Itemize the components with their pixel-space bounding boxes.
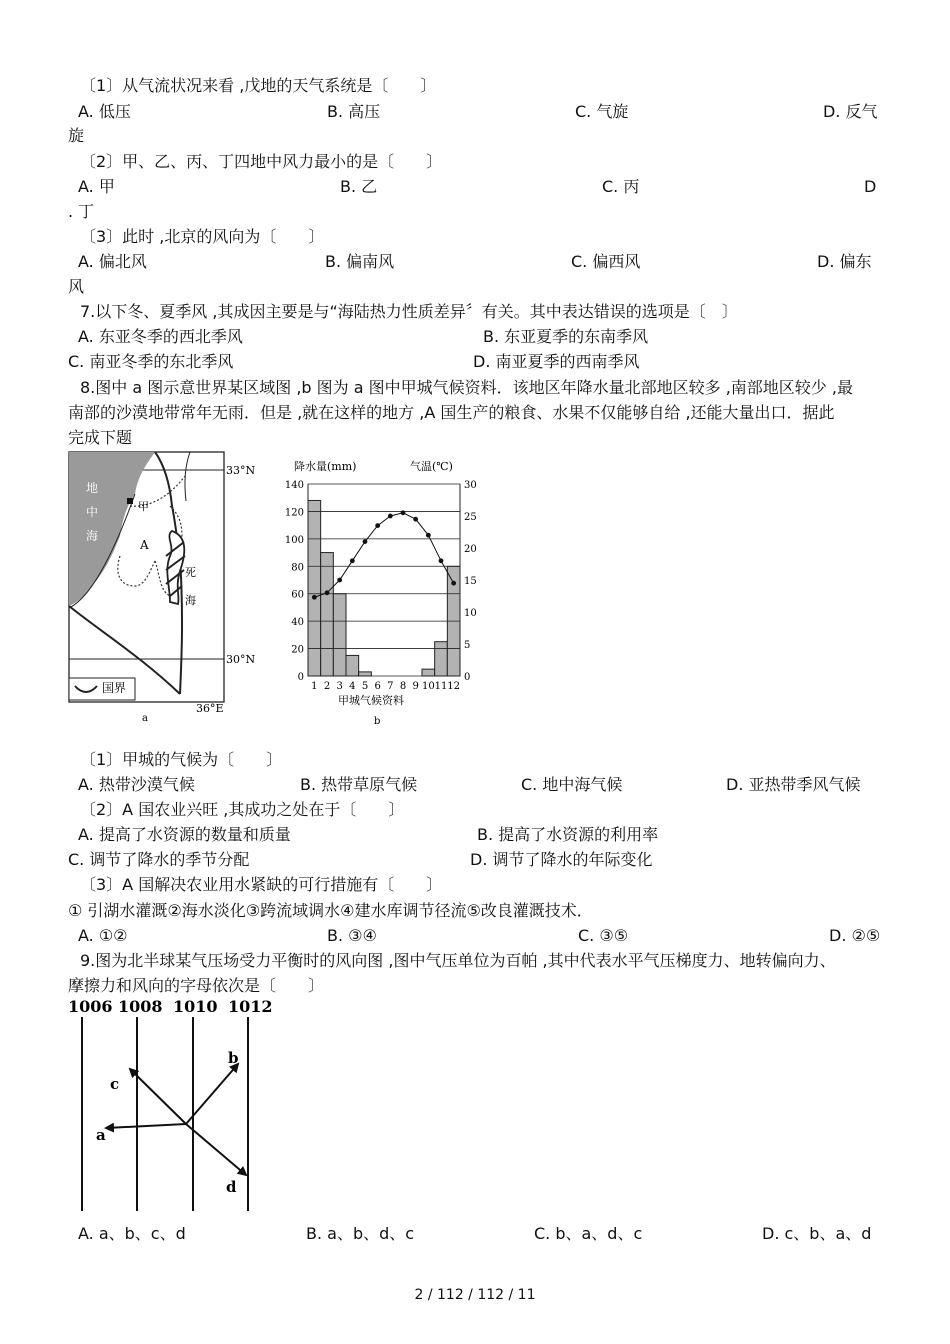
q6-sub1: 〔1〕从气流状况来看 ,戊地的天气系统是〔 〕: [80, 76, 437, 95]
chart-title: 甲城气候资料: [338, 694, 404, 707]
right-tick-10: 10: [464, 608, 477, 619]
temperature-point-12: [451, 581, 456, 586]
q9-opt-a: A. a、b、c、d: [78, 1224, 186, 1243]
temperature-point-6: [375, 523, 380, 528]
q9-stem-line1: 9.图为北半球某气压场受力平衡时的风向图 ,图中气压单位为百帕 ,其中代表水平气压梯度力、地转偏向力、: [80, 951, 836, 970]
right-tick-25: 25: [464, 512, 477, 523]
temperature-point-7: [388, 514, 393, 519]
temperature-point-2: [325, 590, 330, 595]
q8-sub2-opt-d: D. 调节了降水的年际变化: [470, 850, 653, 869]
q7-opt-a: A. 东亚冬季的西北季风: [78, 327, 243, 346]
arrow-label-b: b: [228, 1049, 239, 1067]
temperature-point-8: [401, 510, 406, 515]
month-label-7: 7: [387, 681, 394, 692]
month-label-6: 6: [374, 681, 381, 692]
month-label-10: 10: [421, 681, 435, 692]
q9-opt-d: D. c、b、a、d: [762, 1224, 872, 1243]
q9-opt-b: B. a、b、d、c: [306, 1224, 415, 1243]
chart-left-axis-label: 降水量(mm): [294, 460, 357, 473]
left-tick-60: 60: [291, 589, 304, 601]
right-tick-30: 30: [464, 480, 477, 491]
arrow-label-c: c: [110, 1075, 120, 1093]
right-tick-5: 5: [464, 640, 471, 651]
q8-sub3-measures: ① 引湖水灌溉②海水淡化③跨流域调水④建水库调节径流⑤改良灌溉技术．: [68, 901, 593, 920]
q8-sub3-opt-a: A. ①②: [78, 926, 128, 945]
precip-bar-11: [435, 642, 448, 676]
q6-sub1-opt-d: D. 反气: [823, 102, 878, 121]
q6-sub2-opt-c: C. 丙: [602, 177, 640, 196]
city-jia-marker: [127, 498, 133, 504]
isobar-label-1008: 1008: [118, 997, 163, 1016]
q8-sub2-opt-a: A. 提高了水资源的数量和质量: [78, 825, 291, 844]
sea-char-1: 地: [86, 481, 99, 495]
q9-stem-line2: 摩擦力和风向的字母依次是〔 〕: [68, 976, 325, 995]
month-label-11: 11: [434, 681, 448, 692]
precip-bar-5: [359, 672, 372, 676]
country-a-label: A: [140, 538, 149, 552]
precip-bar-1: [308, 500, 321, 676]
q7-opt-c: C. 南亚冬季的东北季风: [68, 352, 234, 371]
q8-sub2: 〔2〕A 国农业兴旺 ,其成功之处在于〔 〕: [80, 800, 405, 819]
wind-force-diagram: [60, 995, 280, 1215]
q6-sub2-opt-b: B. 乙: [340, 177, 378, 196]
q8-stem-line2: 南部的沙漠地带常年无雨．但是 ,就在这样的地方 ,A 国生产的粮食、水果不仅能够自给 ,还能大量出口．据此: [68, 403, 835, 422]
sea-char-3: 海: [86, 529, 99, 543]
q8-stem-line3: 完成下题: [68, 428, 133, 447]
q8-sub1: 〔1〕甲城的气候为〔 〕: [80, 750, 283, 769]
q6-sub2: 〔2〕甲、乙、丙、丁四地中风力最小的是〔 〕: [80, 152, 443, 171]
climate-chart: [280, 456, 480, 726]
q6-sub1-opt-b: B. 高压: [327, 102, 381, 121]
temperature-point-9: [413, 517, 418, 522]
right-tick-15: 15: [464, 576, 477, 587]
left-tick-40: 40: [291, 617, 304, 629]
right-tick-20: 20: [464, 544, 477, 555]
q6-sub1-opt-a: A. 低压: [78, 102, 131, 121]
precip-bar-3: [333, 594, 346, 676]
region-map: [60, 446, 275, 732]
city-jia-label: 甲: [138, 500, 149, 513]
q8-sub1-opt-a: A. 热带沙漠气候: [78, 775, 195, 794]
temperature-point-5: [363, 539, 368, 544]
q6-sub3-wrap: 风: [68, 277, 85, 296]
arrow-c: [130, 1069, 186, 1124]
month-label-12: 12: [447, 681, 461, 692]
month-label-9: 9: [412, 681, 419, 692]
q8-sub2-opt-b: B. 提高了水资源的利用率: [477, 825, 659, 844]
q8-sub1-opt-c: C. 地中海气候: [521, 775, 623, 794]
isobar-label-1010: 1010: [173, 997, 218, 1016]
left-tick-0: 0: [297, 672, 304, 683]
arrow-a: [106, 1124, 186, 1128]
month-label-8: 8: [399, 681, 407, 692]
q7-stem: 7.以下冬、夏季风 ,其成因主要是与“海陆热力性质差异〞有关。其中表达错误的选项是〔 〕: [80, 302, 738, 321]
chart-caption: b: [374, 716, 381, 726]
q6-sub2-opt-a: A. 甲: [78, 177, 115, 196]
precip-bar-2: [321, 553, 334, 676]
dead-sea-char-2: 海: [185, 594, 196, 607]
lon-36: 36°E: [196, 702, 224, 715]
left-tick-20: 20: [291, 644, 304, 656]
left-tick-80: 80: [291, 562, 304, 574]
q6-sub3: 〔3〕此时 ,北京的风向为〔 〕: [80, 227, 325, 246]
legend-label: 国界: [102, 681, 127, 695]
q6-sub3-opt-b: B. 偏南风: [325, 252, 395, 271]
q8-sub2-opt-c: C. 调节了降水的季节分配: [68, 850, 250, 869]
left-tick-120: 120: [284, 507, 304, 519]
arrow-label-a: a: [96, 1126, 106, 1144]
temperature-point-10: [426, 533, 431, 538]
dead-sea-char-1: 死: [185, 566, 196, 579]
map-caption: a: [142, 713, 148, 724]
isobar-label-1012: 1012: [228, 997, 273, 1016]
left-tick-100: 100: [284, 534, 304, 546]
precip-bar-10: [422, 669, 435, 676]
q6-sub2-opt-d: D: [864, 177, 877, 196]
lat-33: 33°N: [226, 464, 256, 477]
temperature-point-11: [439, 558, 444, 563]
lat-30: 30°N: [226, 653, 256, 666]
q9-opt-c: C. b、a、d、c: [534, 1224, 643, 1243]
q8-sub3-opt-b: B. ③④: [327, 926, 377, 945]
q8-sub1-opt-d: D. 亚热带季风气候: [726, 775, 861, 794]
q6-sub1-opt-c: C. 气旋: [575, 102, 629, 121]
temperature-point-3: [337, 578, 342, 583]
q8-sub3-opt-d: D. ②⑤: [829, 926, 881, 945]
q7-opt-b: B. 东亚夏季的东南季风: [483, 327, 649, 346]
month-label-3: 3: [336, 681, 343, 692]
month-label-4: 4: [349, 681, 356, 692]
arrow-d: [186, 1124, 246, 1175]
sea-char-2: 中: [86, 505, 99, 519]
arrow-label-d: d: [226, 1178, 237, 1196]
q7-opt-d: D. 南亚夏季的西南季风: [473, 352, 640, 371]
q8-sub1-opt-b: B. 热带草原气候: [300, 775, 418, 794]
q6-sub3-opt-a: A. 偏北风: [78, 252, 147, 271]
temperature-point-1: [312, 595, 317, 600]
q8-sub3-opt-c: C. ③⑤: [578, 926, 629, 945]
left-tick-140: 140: [284, 480, 304, 491]
q6-sub2-wrap: . 丁: [68, 202, 95, 221]
q8-sub3: 〔3〕A 国解决农业用水紧缺的可行措施有〔 〕: [80, 875, 443, 894]
q6-sub3-opt-d: D. 偏东: [817, 252, 872, 271]
temperature-point-4: [350, 558, 355, 563]
q8-stem-line1: 8.图中 a 图示意世界某区域图 ,b 图为 a 图中甲城气候资料．该地区年降水量北部地区较多 ,南部地区较少 ,最: [80, 378, 853, 397]
precip-bar-4: [346, 655, 359, 676]
isobar-label-1006: 1006: [68, 997, 113, 1016]
page-footer: 2 / 112 / 112 / 11: [414, 1287, 536, 1303]
month-label-2: 2: [323, 681, 331, 692]
right-tick-0: 0: [464, 672, 471, 683]
month-label-1: 1: [311, 681, 318, 692]
q6-sub1-wrap: 旋: [68, 126, 85, 145]
temperature-line: [314, 513, 453, 597]
q6-sub3-opt-c: C. 偏西风: [571, 252, 641, 271]
month-label-5: 5: [361, 681, 369, 692]
chart-right-axis-label: 气温(℃): [410, 460, 453, 473]
